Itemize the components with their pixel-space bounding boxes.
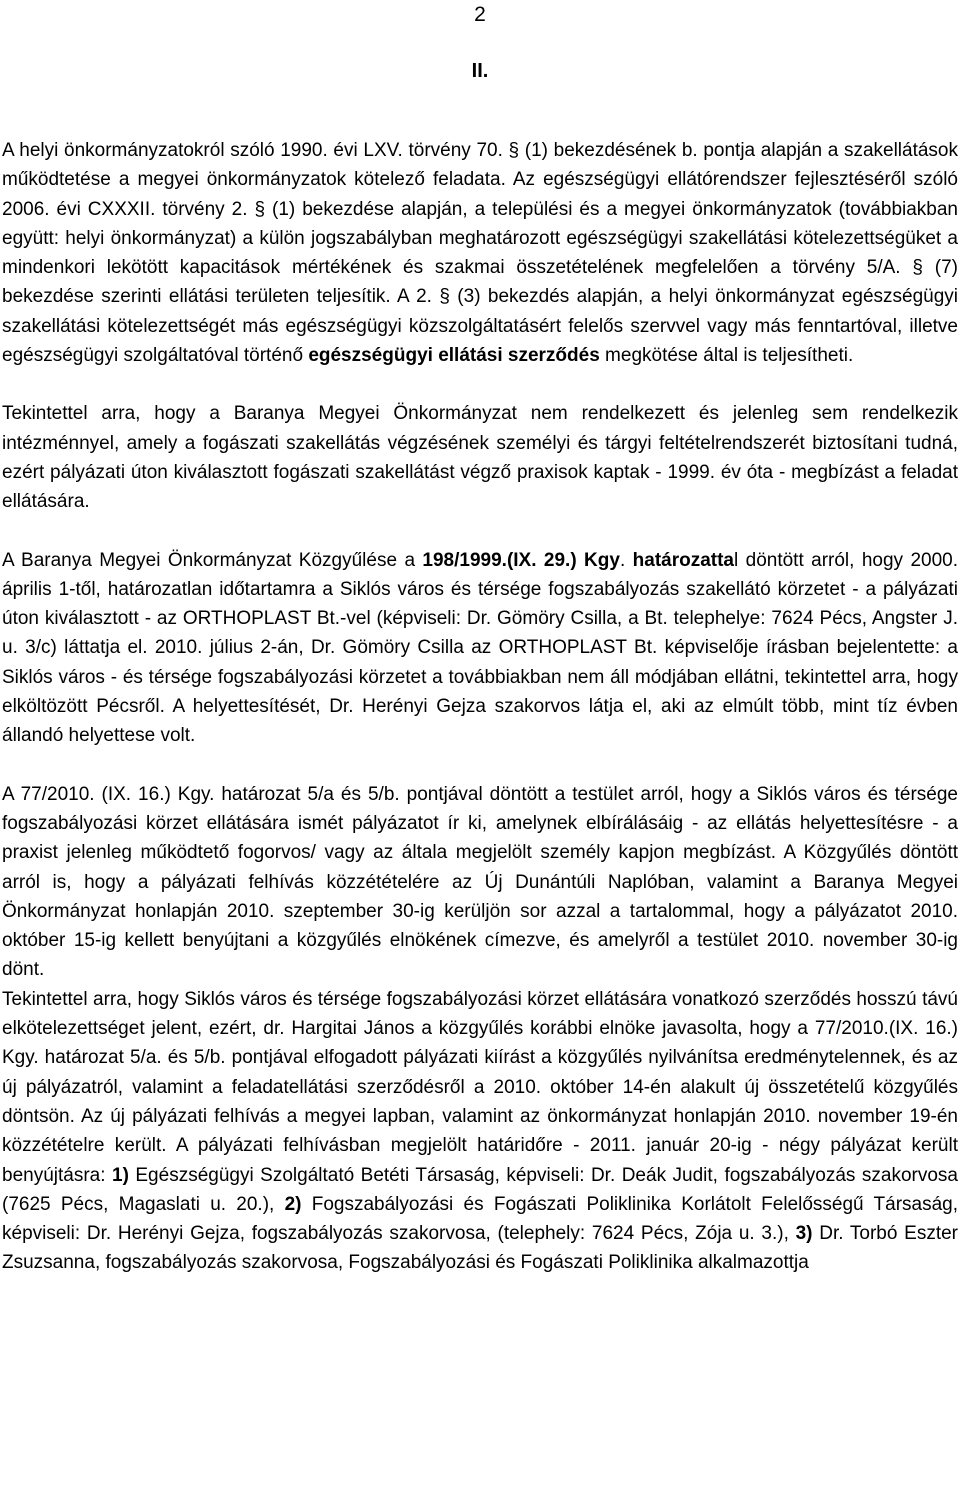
- emphasis-run: 1): [112, 1164, 129, 1186]
- text-run: A 77/2010. (IX. 16.) Kgy. határozat 5/a és 5/b. pontjával döntött a testület arról, hogy a Siklós város és térsége fogszabályozási körzet ellátására ismét pályázatot ír ki, amelynek elbírálásáig - az ellátás helyettesítésre - a praxist jelenleg működtető fogorvos/ vagy az általa megjelölt személy kapjon megbízást. A Közgyűlés döntött arról is, hogy a pályázati felhívás közzétételére az Új Dunántúli Naplóban, valamint a Baranya Megyei Önkormányzat honlapján 2010. szeptember 30-ig kerüljön sor azzal a tartalommal, hogy a pályázatot 2010. október 15-ig kellett benyújtani a közgyűlés elnökének címezve, és amelyről a testület 2010. november 30-ig dönt.: [2, 783, 958, 981]
- text-run: Dr. Torbó Eszter Zsuzsanna, fogszabályozás szakorvosa, Fogszabályozási és Fogászati Poliklinika alkalmazottja: [2, 1223, 958, 1274]
- text-run: megkötése által is teljesítheti.: [599, 345, 854, 367]
- text-run: l döntött arról, hogy 2000. április 1-től, határozatlan időtartamra a Siklós város és térsége fogszabályozás szakellátó körzetet - a pályázati úton kiválasztott - az ORTHOPLAST Bt.-vel (képviseli: Dr. Gömöry Csilla, a Bt. telephelye: 7624 Pécs, Angster J. u. 3/c) láttatja el. 2010. július 2-án, Dr. Gömöry Csilla az ORTHOPLAST Bt. képviselője írásban bejelentette: a Siklós város - és térsége fogszabályozási körzetet a továbbiakban nem áll módjában ellátni, tekintettel arra, hogy elköltözött Pécsről. A helyettesítését, Dr. Herényi Gejza szakorvos látja el, aki az elmúlt több, mint tíz évben állandó helyettese volt.: [2, 549, 958, 747]
- emphasis-run: 2): [284, 1193, 302, 1215]
- paragraph-new-tender: [2, 985, 958, 1278]
- text-run: Egészségügyi Szolgáltató Betéti Társaság, képviseli: Dr. Deák Judit, fogszabályozás szakorvosa (7625 Pécs, Magaslati u. 20.),: [2, 1164, 958, 1215]
- text-run: .: [619, 549, 633, 571]
- paragraph-baranya-context: [2, 399, 958, 516]
- body-text: [2, 136, 958, 1278]
- page-number: 2: [474, 3, 486, 26]
- paragraph-resolution-1999: [2, 546, 958, 751]
- section-heading: II.: [471, 60, 489, 82]
- emphasis-run: 198/1999.(IX. 29.) Kgy: [422, 549, 620, 571]
- text-run: Fogszabályozási és Fogászati Poliklinika Korlátolt Felelősségű Társaság, képviseli: Dr. Herényi Gejza, fogszabályozás szakorvosa, (telephely: 7624 Pécs, Zója u. 3.),: [2, 1193, 958, 1245]
- text-run: Tekintettel arra, hogy Siklós város és térsége fogszabályozási körzet ellátására vonatkozó szerződés hosszú távú elkötelezettséget jelent, ezért, dr. Hargitai János a közgyűlés korábbi elnöke javasolta, hogy a 77/2010.(IX. 16.) Kgy. határozat 5/a. és 5/b. pontjával elfogadott pályázati kiírást a közgyűlés nyilvánítsa eredménytelennek, és az új pályázatról, valamint a feladatellátási szerződésről a 2010. október 14-én alakult új összetételű közgyűlés döntsön. Az új pályázati felhívás a megyei lapban, valamint az önkormányzat honlapján 2010. november 19-én közzétételre került. A pályázati felhívásban megjelölt határidőre - 2011. január 20-ig - négy pályázat került benyújtásra:: [2, 988, 958, 1186]
- paragraph-resolution-2010: [2, 780, 958, 985]
- emphasis-run: 3): [795, 1223, 813, 1245]
- emphasis-run: egészségügyi ellátási szerződés: [308, 345, 600, 367]
- text-run: A helyi önkormányzatokról szóló 1990. évi LXV. törvény 70. § (1) bekezdésének b. pontja alapján a szakellátások működtetése a megyei önkormányzatok kötelező feladata. Az egészségügyi ellátórendszer fejlesztéséről szóló 2006. évi CXXXII. törvény 2. § (1) bekezdése alapján, a települési és a megyei önkormányzatok (továbbiakban együtt: helyi önkormányzat) a külön jogszabályban meghatározott egészségügyi szakellátási kötelezettségüket a mindenkori lekötött kapacitások mértékének és szakmai összetételének megfelelően a törvény 5/A. § (7) bekezdése szerinti ellátási területen teljesítik. A 2. § (3) bekezdés alapján, a helyi önkormányzat egészségügyi szakellátási kötelezettségét más egészségügyi közszolgáltatásért felelős szervvel vagy más fenntartóval, illetve egészségügyi szolgáltatóval történő: [2, 140, 958, 367]
- text-run: Tekintettel arra, hogy a Baranya Megyei Önkormányzat nem rendelkezett és jelenleg sem rendelkezik intézménnyel, amely a fogászati szakellátás végzésének személyi és tárgyi feltételrendszerét biztosítani tudná, ezért pályázati úton kiválasztott fogászati szakellátást végző praxisok kaptak - 1999. év óta - megbízást a feladat ellátására.: [2, 403, 958, 513]
- text-run: A Baranya Megyei Önkormányzat Közgyűlése a: [2, 549, 423, 571]
- emphasis-run: határozatta: [632, 549, 734, 571]
- paragraph-legal-basis: [2, 136, 958, 370]
